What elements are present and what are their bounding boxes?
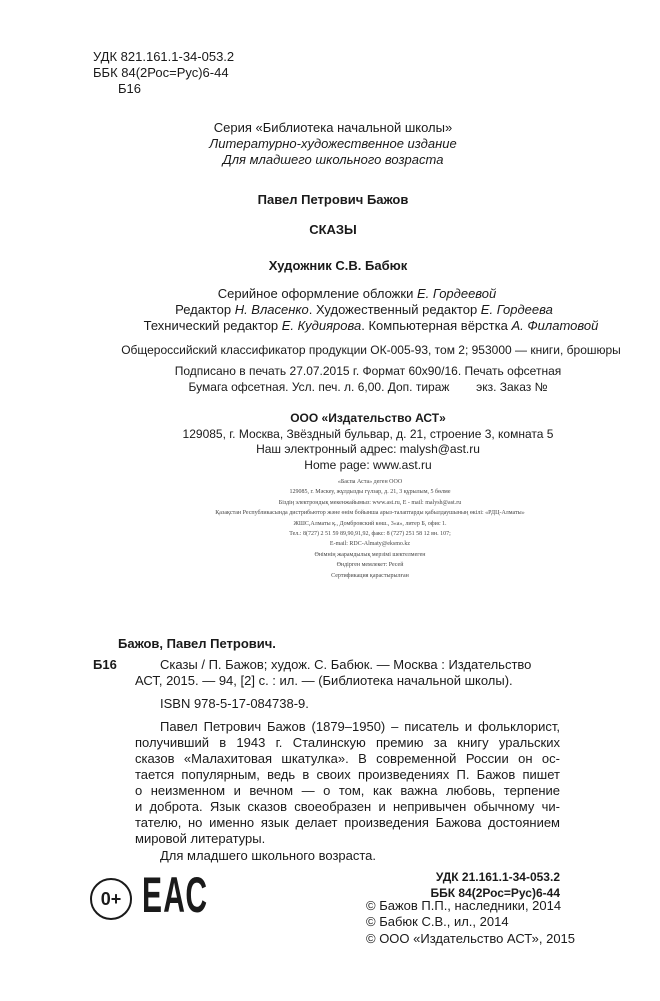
edition-type: Литературно-художественное издание <box>209 136 457 151</box>
age-rating-badge: 0+ <box>90 878 132 920</box>
catalog-code: Б16 <box>93 657 117 672</box>
book-title: СКАЗЫ <box>309 222 357 237</box>
age-group: Для младшего школьного возраста <box>222 152 444 167</box>
catalog-heading: Бажов, Павел Петрович. <box>118 636 276 651</box>
paper-info: Бумага офсетная. Усл. печ. л. 6,00. Доп. тираж экз. Заказ № <box>188 380 548 394</box>
isbn: ISBN 978-5-17-084738-9. <box>160 696 309 711</box>
author-mark: Б16 <box>118 81 141 96</box>
editor-credit: Редактор Н. Власенко. Художественный редактор Е. Гордеева <box>175 302 553 317</box>
product-classifier: Общероссийский классификатор продукции ОК-005-93, том 2; 953000 — книги, брошюры <box>121 343 621 357</box>
copyright-author: © Бажов П.П., наследники, 2014 <box>366 898 562 913</box>
age-note: Для младшего школьного возраста. <box>160 848 377 863</box>
copyright-illustrations: © Бабюк С.В., ил., 2014 <box>366 914 509 929</box>
publisher-address: 129085, г. Москва, Звёздный бульвар, д. 21, строение 3, комната 5 <box>182 427 554 441</box>
series-name: Серия «Библиотека начальной школы» <box>213 120 453 135</box>
publisher-name: ООО «Издательство АСТ» <box>290 411 446 425</box>
author-name: Павел Петрович Бажов <box>257 192 409 207</box>
catalog-bbk: ББК 84(2Рос=Рус)6-44 <box>430 886 560 900</box>
cover-design-credit: Серийное оформление обложки Е. Гордеевой <box>217 286 497 301</box>
udk-code: УДК 821.161.1-34-053.2 <box>93 49 235 64</box>
publisher-email: Наш электронный адрес: malysh@ast.ru <box>256 442 480 456</box>
eac-logo: ЕАС <box>142 867 209 923</box>
kazakh-imprint: «Баспа Аста» деген ООО 129085, г. Мәскеу, жұлдызды гүлзар, д. 21, 3 құрылым, 5 бөлме Біздің электрондық мекенжайымыз: www.ast.ru, E - mail: malysh@ast.ru Қазақстан Республикасында дистрибьютор және өнім бойынша арыз-талаптарды қабылдаушының өкілі: «РДЦ-Алматы» ЖШС,Алматы қ., Домбровский көш., 3«а», литер Б, офис 1. Тел.: 8(727) 2 51 59 89,90,91,92, факс: 8 (727) 251 58 12 вн. 107; E-mail: RDC-Almaty@eksmo.kz Өнімнің жарамдылық мерзімі шектелмеген Өндірген мемлекет: Ресей Сертификация қарастырылған <box>215 479 525 579</box>
illustrator: Художник С.В. Бабюк <box>268 258 408 273</box>
print-info: Подписано в печать 27.07.2015 г. Формат 60х90/16. Печать офсетная <box>174 364 562 378</box>
catalog-description: Сказы / П. Бажов; худож. С. Бабюк. — Москва : Издательство <box>160 657 532 672</box>
catalog-description-cont: АСТ, 2015. — 94, [2] с. : ил. — (Библиотека начальной школы). <box>135 673 513 688</box>
copyright-publisher: © ООО «Издательство АСТ», 2015 <box>366 931 576 946</box>
bbk-code: ББК 84(2Рос=Рус)6-44 <box>93 65 229 80</box>
publisher-homepage: Home page: www.ast.ru <box>304 458 432 472</box>
catalog-udk: УДК 21.161.1-34-053.2 <box>435 870 560 884</box>
technical-credit: Технический редактор Е. Кудиярова. Компьютерная вёрстка А. Филатовой <box>143 318 599 333</box>
